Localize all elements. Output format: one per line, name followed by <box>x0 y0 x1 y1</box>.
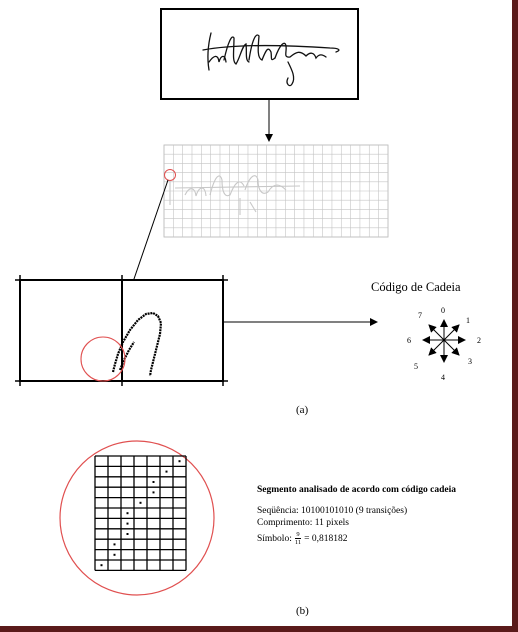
direction-label-2: 2 <box>477 336 481 345</box>
cell-pixel-dot <box>114 554 116 556</box>
cell-pixel-dot <box>166 471 168 473</box>
signature-image <box>161 9 358 99</box>
direction-label-7: 7 <box>418 311 422 320</box>
segment-zoom-circle <box>60 441 214 595</box>
analysis-sequence: Seqüência: 10100101010 (9 transições) <box>257 506 408 516</box>
pixel-grid-image <box>164 145 388 237</box>
caption-b: (b) <box>296 605 309 617</box>
chain-code-title: Código de Cadeia <box>371 280 461 294</box>
cell-pixel-dot <box>101 564 103 566</box>
chain-code-compass <box>423 320 465 362</box>
symbol-fraction <box>295 531 301 546</box>
direction-label-6: 6 <box>407 336 411 345</box>
analysis-symbol <box>257 531 347 546</box>
cell-pixel-dot <box>179 460 181 462</box>
cell-pixel-dot <box>114 543 116 545</box>
direction-label-1: 1 <box>466 316 470 325</box>
analysis-length: Comprimento: 11 pixels <box>257 518 350 528</box>
symbol-numerator: 9 <box>296 531 300 538</box>
analysis-title: Segmento analisado de acordo com código cadeia <box>257 485 456 495</box>
cell-pixel-dot <box>153 481 155 483</box>
symbol-value: = 0,818182 <box>304 533 348 544</box>
cell-pixel-dot <box>127 512 129 514</box>
cell-pixel-dot <box>140 502 142 504</box>
symbol-denominator: 11 <box>294 539 302 546</box>
zoomed-segment <box>15 275 228 386</box>
cell-pixel-dot <box>153 491 155 493</box>
direction-label-5: 5 <box>414 362 418 371</box>
symbol-label: Símbolo: <box>257 533 292 544</box>
direction-label-0: 0 <box>441 306 445 315</box>
cell-pixel-dot <box>127 533 129 535</box>
direction-label-4: 4 <box>441 373 445 382</box>
direction-label-3: 3 <box>468 357 472 366</box>
cell-pixel-dot <box>127 523 129 525</box>
caption-a: (a) <box>296 404 309 416</box>
